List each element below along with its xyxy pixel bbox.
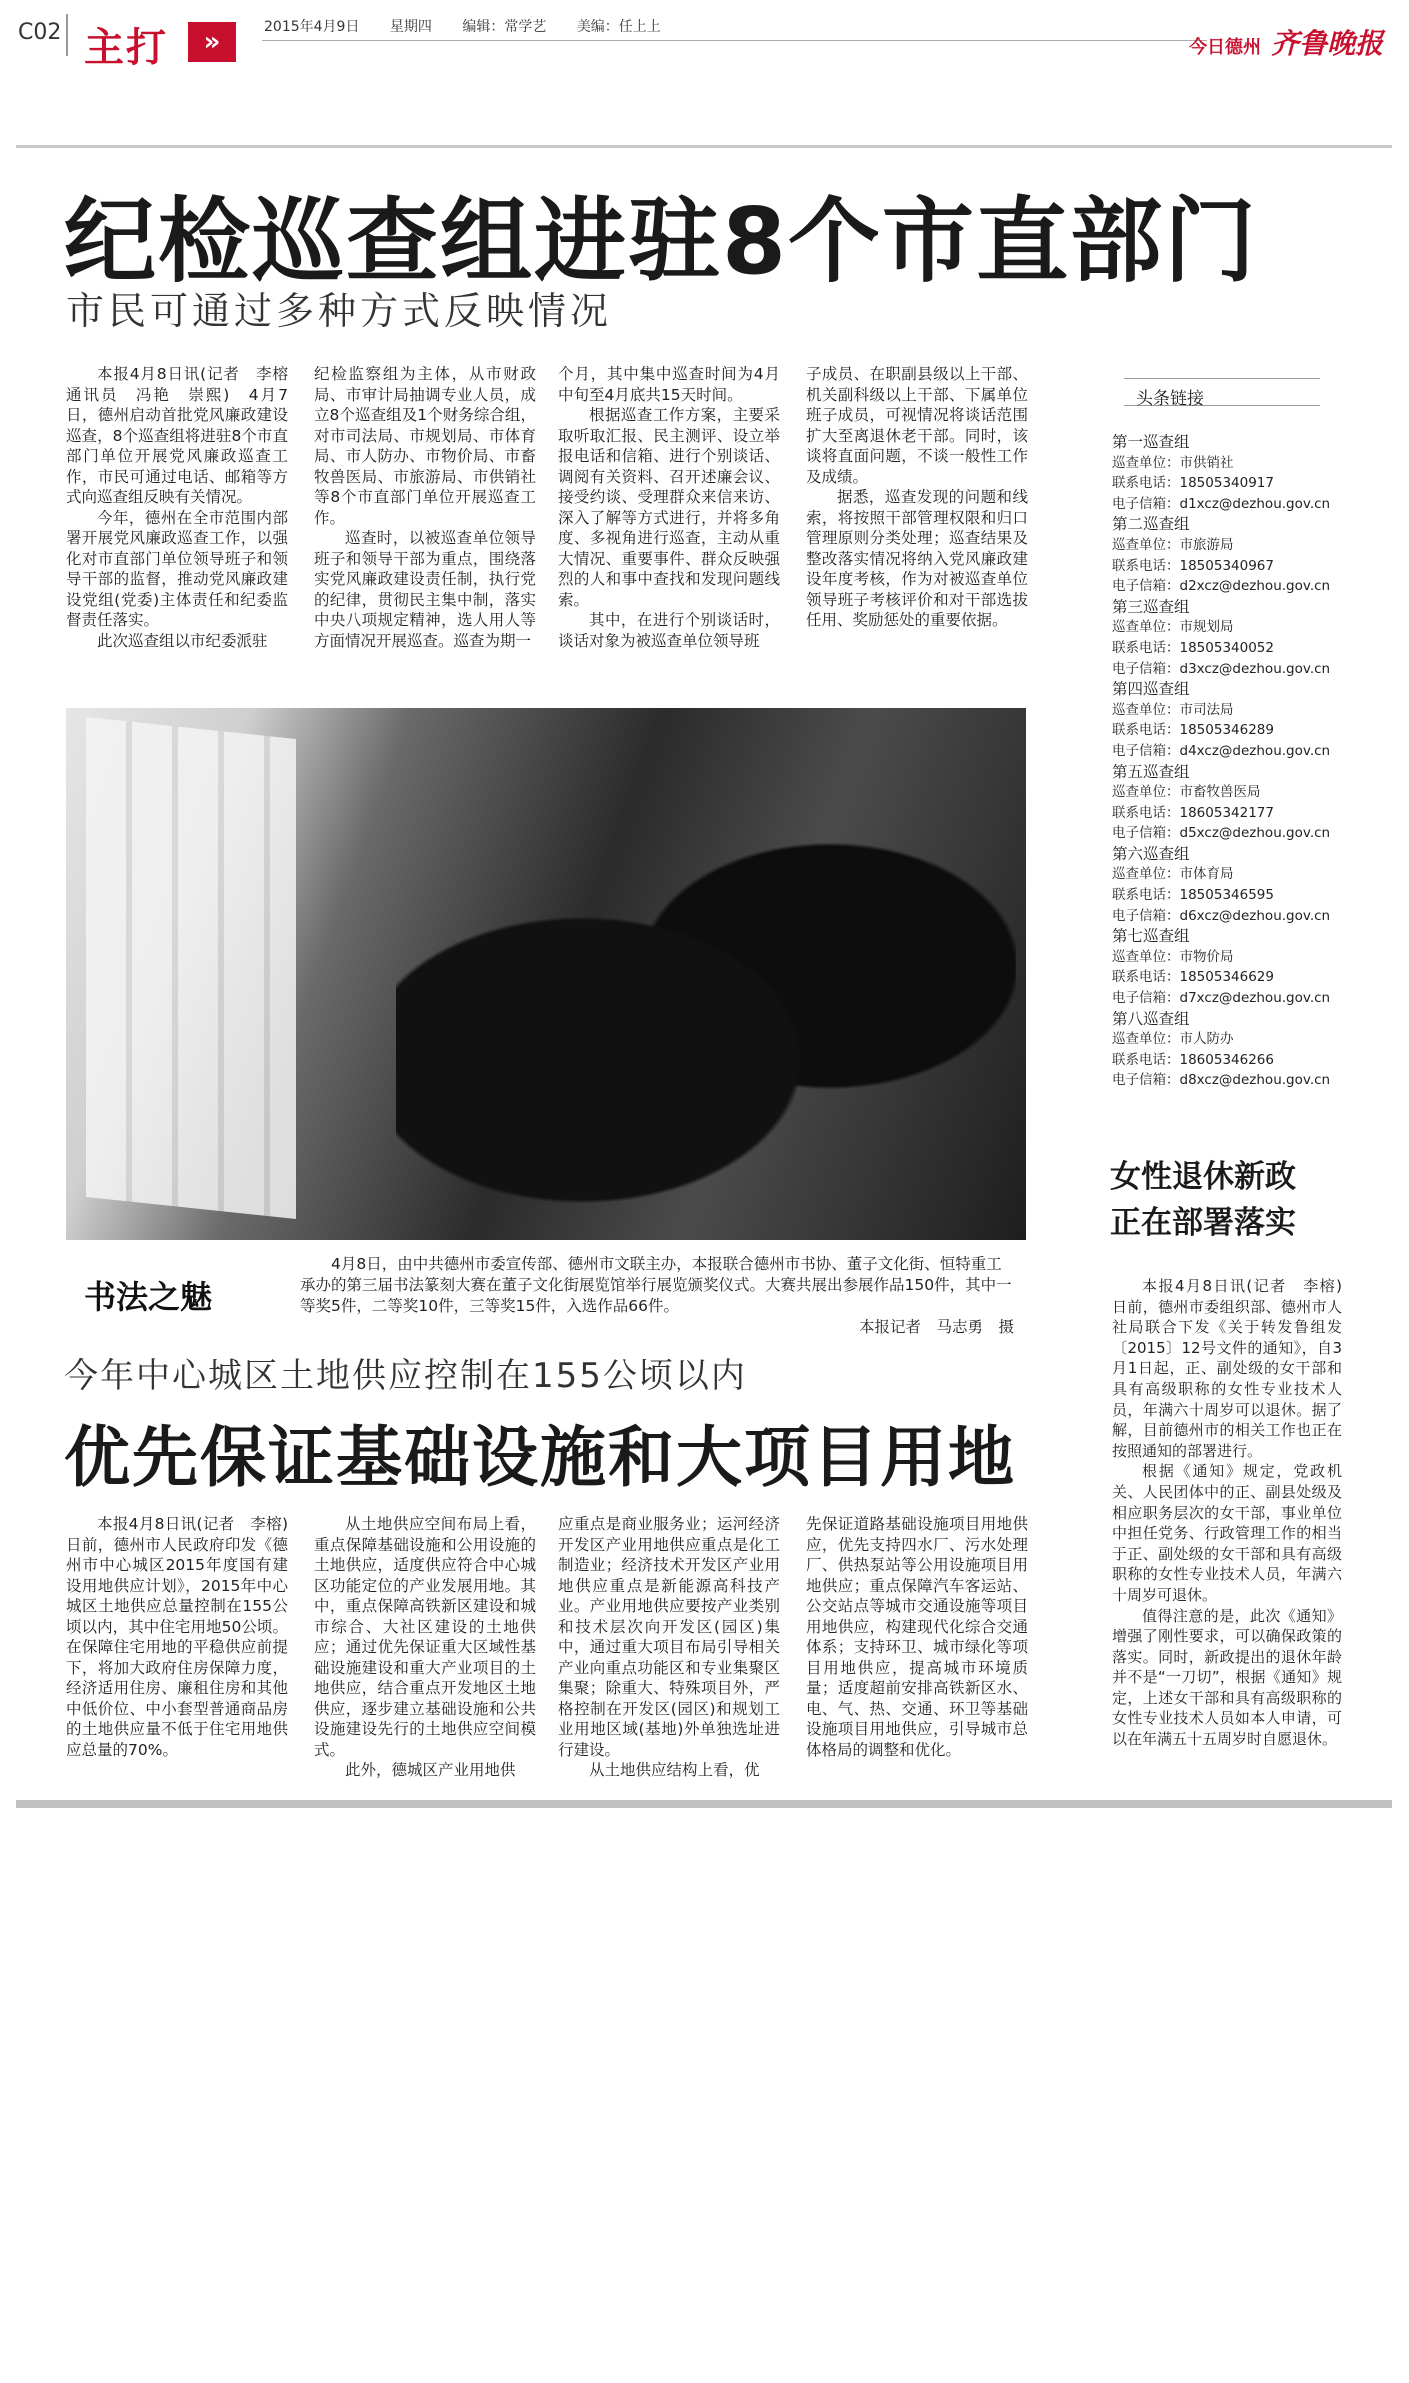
article1-column-2: 纪检监察组为主体，从市财政局、市审计局抽调专业人员，成立8个巡查组及1个财务综合组，对市司法局、市规划局、市体育局、市人防办、市物价局、市畜牧兽医局、市旅游局、市供销社等8个市直部门单位开展巡查工作。 巡查时，以被巡查单位领导班子和领导干部为重点，围绕落实党风廉政建设责任制，执行党的纪律，贯彻民主集中制，落实中央八项规定精神，选人用人等方面情况开展巡查。巡查为期一 <box>314 365 536 650</box>
photo-credit: 本报记者 马志勇 摄 <box>858 1318 1014 1336</box>
top-rule <box>16 145 1392 148</box>
photo-caption-body: 4月8日，由中共德州市委宣传部、德州市文联主办，本报联合德州市书协、董子文化街、恒特重工承办的第三届书法篆刻大赛在董子文化街展览馆举行展览颁奖仪式。大赛共展出参展作品150件，其中一等奖5件，二等奖10件，三等奖15件，入选作品66件。 <box>300 1255 1012 1315</box>
list-item: 第五巡查组 巡查单位：市畜牧兽医局 联系电话：18605342177 电子信箱：d5xcz@dezhou.gov.cn <box>1112 762 1331 842</box>
list-item: 第一巡查组 巡查单位：市供销社 联系电话：18505340917 电子信箱：d1xcz@dezhou.gov.cn <box>1112 433 1331 512</box>
editor-credit: 编辑：常学艺 <box>462 19 547 35</box>
designer-credit: 美编：任上上 <box>576 19 661 35</box>
article2-kicker: 今年中心城区土地供应控制在155公顷以内 <box>64 1356 747 1396</box>
visitors-crowd <box>396 778 1016 1240</box>
header-meta <box>264 16 687 36</box>
photo-caption <box>300 1254 1014 1338</box>
article1-subtitle: 市民可通过多种方式反映情况 <box>66 289 613 333</box>
list-item: 第七巡查组 巡查单位：市物价局 联系电话：18505346629 电子信箱：d7xcz@dezhou.gov.cn <box>1112 927 1331 1007</box>
article1-column-4: 子成员、在职副县级以上干部、机关副科级以上干部、下属单位班子成员，可视情况将谈话范围扩大至离退休老干部。同时，该谈将直面问题，不谈一般性工作及成绩。 据悉，巡查发现的问题和线索，将按照干部管理权限和归口管理原则分类处理；巡查结果及整改落实情况将纳入党风廉政建设年度考核，作为对被巡查单位领导班子考核评价和对干部选拔任用、奖励惩处的重要依据。 <box>806 365 1028 629</box>
calligraphy-wall <box>86 717 296 1219</box>
article2-column-3: 应重点是商业服务业；运河经济开发区产业用地供应重点是化工制造业；经济技术开发区产业用地供应重点是新能源高科技产业。产业用地供应要按产业类别和技术层次向开发区(园区)集中，通过重大项目布局引导相关产业向重点功能区和专业集聚区集聚；除重大、特殊项目外，严格控制在开发区(园区)和规划工业用地区域(基地)外单独选址进行建设。 从土地供应结构上看，优 <box>558 1515 780 1779</box>
page-number: C02 <box>18 20 62 45</box>
links-heading: 头条链接 <box>1136 389 1204 409</box>
inspection-group-list <box>1112 432 1332 1091</box>
article1-column-1: 本报4月8日讯(记者 李榕 通讯员 冯艳 崇熙) 4月7日，德州启动首批党风廉政建设巡查，8个巡查组将进驻8个市直部门单位开展党风廉政巡查工作，市民可通过电话、邮箱等方式向巡查组反映有关情况。 今年，德州在全市范围内部署开展党风廉政巡查工作，以强化对市直部门单位领导班子和领导干部的监督，推动党风廉政建设党组(党委)主体责任和纪委监督责任落实。 此次巡查组以市纪委派驻 <box>66 365 304 650</box>
sidebar-article-title: 女性退休新政 正在部署落实 <box>1110 1159 1296 1241</box>
article1-title: 纪检巡查组进驻8个市直部门 <box>64 188 1259 295</box>
header-divider <box>66 14 68 56</box>
article1-column-3: 个月，其中集中巡查时间为4月中旬至4月底共15天时间。 根据巡查工作方案，主要采取听取汇报、民主测评、设立举报电话和信箱、进行个别谈话、调阅有关资料、召开述廉会议、接受约谈、受理群众来信来访、深入了解等方式进行，并将多角度、多视角进行巡查，主动从重大情况、重要事件、群众反映强烈的人和事中查找和发现问题线索。 其中，在进行个别谈话时，谈话对象为被巡查单位领导班 <box>558 365 780 650</box>
list-item: 第四巡查组 巡查单位：市司法局 联系电话：18505346289 电子信箱：d4xcz@dezhou.gov.cn <box>1112 680 1331 759</box>
article2-column-2: 从土地供应空间布局上看，重点保障基础设施和公用设施的土地供应，适度供应符合中心城区功能定位的产业发展用地。其中，重点保障高铁新区建设和城市综合、大社区建设的土地供应；通过优先保证重大区域性基础设施建设和重大产业项目的土地供应，结合重点开发地区土地供应，逐步建立基础设施和公共设施建设先行的土地供应空间模式。 此外，德城区产业用地供 <box>314 1515 536 1779</box>
masthead-brand <box>1189 22 1383 62</box>
photo-caption-title: 书法之魅 <box>84 1278 213 1316</box>
news-photo <box>66 708 1026 1240</box>
list-item: 第八巡查组 巡查单位：市人防办 联系电话：18605346266 电子信箱：d8xcz@dezhou.gov.cn <box>1112 1009 1331 1089</box>
list-item: 第二巡查组 巡查单位：市旅游局 联系电话：18505340967 电子信箱：d2xcz@dezhou.gov.cn <box>1112 515 1331 595</box>
list-item: 第六巡查组 巡查单位：市体育局 联系电话：18505346595 电子信箱：d6xcz@dezhou.gov.cn <box>1112 844 1331 924</box>
chevron-right-icon: » <box>188 22 236 62</box>
article2-column-1: 本报4月8日讯(记者 李榕) 日前，德州市人民政府印发《德州市中心城区2015年度国有建设用地供应计划》，2015年中心城区土地供应总量控制在155公顷以内，其中住宅用地50公顷。在保障住宅用地的平稳供应前提下，将加大政府住房保障力度，经济适用住房、廉租住房和其他中低价位、中小套型普通商品房的土地供应量不低于住宅用地供应总量的70%。 <box>66 1515 304 1759</box>
issue-date: 2015年4月9日 <box>264 19 360 35</box>
header-rule <box>262 40 1207 41</box>
list-item: 第三巡查组 巡查单位：市规划局 联系电话：18505340052 电子信箱：d3xcz@dezhou.gov.cn <box>1112 597 1331 677</box>
bottom-rule <box>16 1800 1392 1808</box>
issue-weekday: 星期四 <box>389 19 432 35</box>
article2-column-4: 先保证道路基础设施项目用地供应，优先支持四水厂、污水处理厂、供热泵站等公用设施项目用地供应；重点保障汽车客运站、公交站点等城市交通设施等项目用地供应，构建现代化综合交通体系；支持环卫、城市绿化等项目用地供应，提高城市环境质量；适度超前安排高铁新区水、电、气、热、交通、环卫等基础设施项目用地供应，引导城市总体格局的调整和优化。 <box>806 1515 1028 1759</box>
article2-title: 优先保证基础设施和大项目用地 <box>64 1419 1016 1496</box>
brand-large: 齐鲁晚报 <box>1270 27 1383 60</box>
section-title: 主打 <box>84 25 168 71</box>
brand-small: 今日德州 <box>1188 37 1261 58</box>
sidebar-article-body: 本报4月8日讯(记者 李榕) 日前，德州市委组织部、德州市人社局联合下发《关于转发鲁组发〔2015〕12号文件的通知》，自3月1日起，正、副处级的女干部和具有高级职称的女性专业技术人员，年满六十周岁可以退休。据了解，目前德州市的相关工作也正在按照通知的部署进行。 根据《通知》规定，党政机关、人民团体中的正、副县处级及相应职务层次的女干部，事业单位中担任党务、行政管理工作的相当于正、副处级的女干部和具有高级职称的女性专业技术人员，年满六十周岁可退休。 值得注意的是，此次《通知》增强了刚性要求，可以确保政策的落实。同时，新政提出的退休年龄并不是“一刀切”，根据《通知》规定，上述女干部和具有高级职称的女性专业技术人员如本人申请，可以在年满五十五周岁时自愿退休。 <box>1112 1277 1358 1749</box>
